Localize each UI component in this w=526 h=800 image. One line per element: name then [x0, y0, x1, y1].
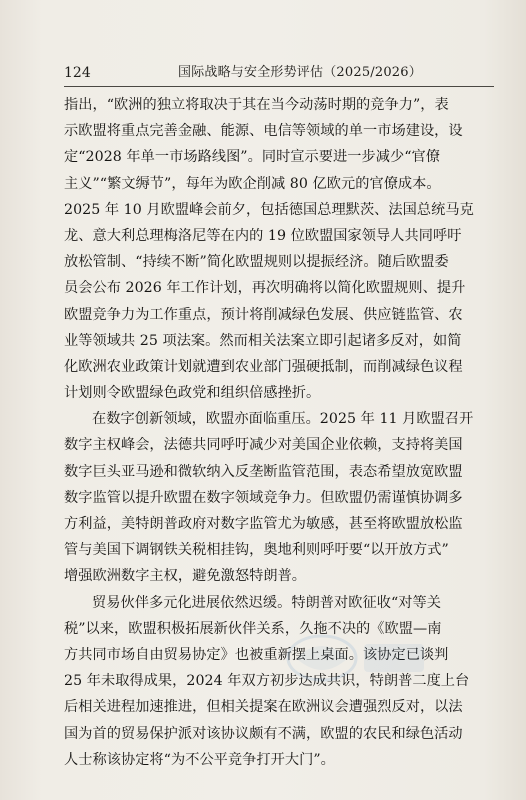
text-line: 数字主权峰会，法德共同呼吁减少对美国企业依赖，支持将美国: [64, 437, 463, 454]
page-number: 124: [64, 65, 91, 81]
text-line: 后相关进程加速推进，但相关提案在欧洲议会遭强烈反对，以法: [64, 699, 463, 716]
paragraph-first-line: 贸易伙伴多元化进展依然迟缓。特朗普对欧征收“对等关: [92, 594, 442, 611]
text-line: 龙、意大利总理梅洛尼等在内的 19 位欧盟国家领导人共同呼吁: [64, 227, 462, 244]
text-line: 增强欧洲数字主权，避免激怒特朗普。: [64, 568, 307, 585]
text-line: 数字监管以提升欧盟在数字领域竞争力。但欧盟仍需谨慎协调多: [64, 489, 463, 506]
text-line: 指出，“欧洲的独立将取决于其在当今动荡时期的竞争力”，表: [64, 97, 449, 113]
text-line: 放松管制、“持续不断”简化欧盟规则以提振经济。随后欧盟委: [64, 254, 449, 271]
body-text: [64, 92, 494, 773]
text-line: 数字巨头亚马逊和微软纳入反垄断监管范围，表态希望放宽欧盟: [64, 463, 463, 480]
text-line: 主义”“繁文缛节”，每年为欧企削减 80 亿欧元的官僚成本。: [64, 175, 441, 192]
running-title: 国际战略与安全形势评估（2025/2026）: [178, 65, 422, 80]
text-line: 人士称该协定将“为不公平竞争打开大门”。: [64, 751, 335, 768]
text-line: 计划则令欧盟绿色政党和组织倍感挫折。: [64, 385, 321, 402]
text-line: 25 年未取得成果，2024 年双方初步达成共识，特朗普二度上台: [64, 673, 470, 690]
page-header: [64, 62, 494, 84]
text-line: 方利益，美特朗普政府对数字监管尤为敏感，甚至将欧盟放松监: [64, 516, 463, 532]
text-line: 2025 年 10 月欧盟峰会前夕，包括德国总理默茨、法国总统马克: [64, 201, 474, 218]
text-line: 方共同市场自由贸易协定》也被重新摆上桌面。该协定已谈判: [64, 646, 449, 663]
paragraph-first-line: 在数字创新领域，欧盟亦面临重压。2025 年 11 月欧盟召开: [92, 411, 474, 428]
text-line: 业等领域共 25 项法案。然而相关法案立即引起诸多反对，如简: [64, 332, 462, 349]
text-line: 管与美国下调钢铁关税相挂钩，奥地利则呼吁要“以开放方式”: [64, 542, 449, 559]
text-line: 定“2028 年单一市场路线图”。同时宣示要进一步减少“官僚: [64, 149, 441, 166]
text-line: 国为首的贸易保护派对该协议颇有不满，欧盟的农民和绿色活动: [64, 725, 463, 742]
text-line: 员会公布 2026 年工作计划，再次明确将以简化欧盟规则、提升: [64, 280, 466, 297]
text-line: 示欧盟将重点完善金融、能源、电信等领域的单一市场建设，设: [64, 123, 463, 140]
header-divider: [64, 86, 494, 87]
text-line: 税”以来，欧盟积极拓展新伙伴关系，久拖不决的《欧盟—南: [64, 620, 442, 637]
text-line: 化欧洲农业政策计划就遭到农业部门强硬抵制，而削减绿色议程: [64, 358, 463, 375]
text-line: 欧盟竞争力为工作重点，预计将削减绿色发展、供应链监管、农: [64, 306, 463, 323]
